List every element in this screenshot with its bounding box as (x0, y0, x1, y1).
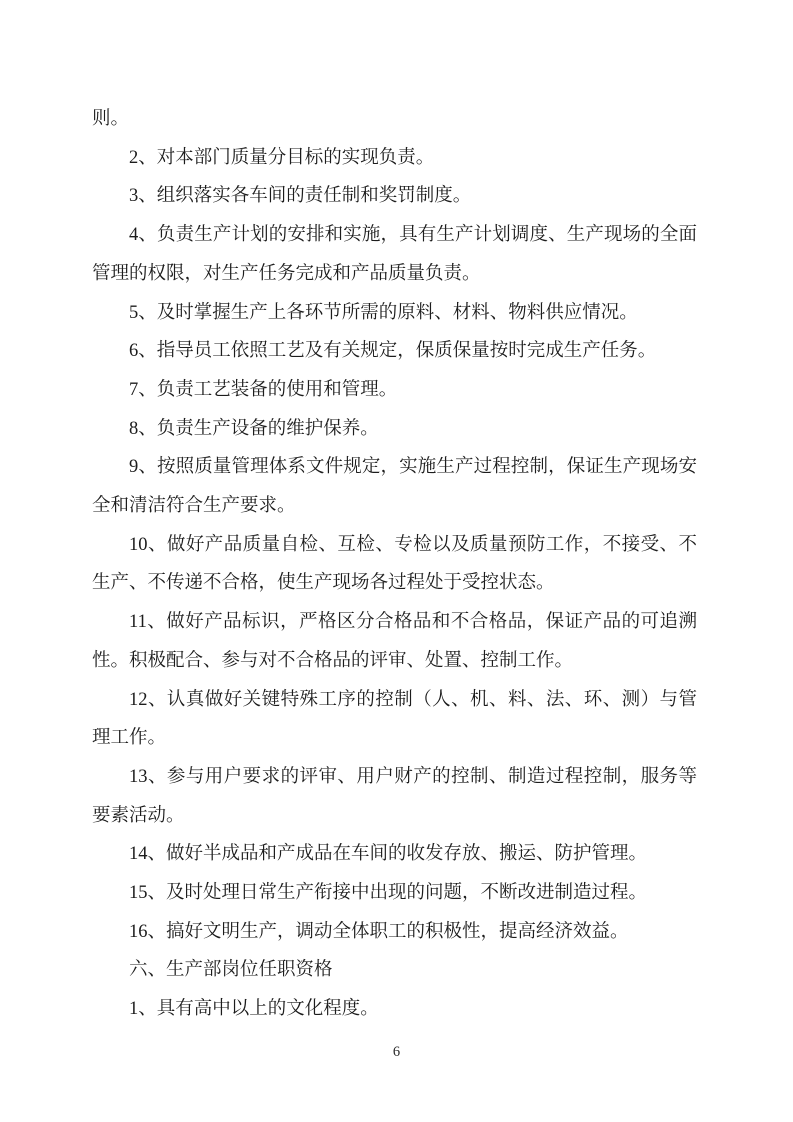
section-heading: 六、生产部岗位任职资格 (129, 960, 333, 981)
list-item-5: 5、及时掌握生产上各环节所需的原料、材料、物料供应情况。 (129, 302, 638, 323)
list-item-qual-1: 1、具有高中以上的文化程度。 (129, 999, 379, 1020)
list-item-10: 10、做好产品质量自检、互检、专检以及质量预防工作，不接受、不生产、不传递不合格，使生产现场各过程处于受控状态。 (92, 534, 697, 594)
list-item-15: 15、及时处理日常生产衔接中出现的问题，不断改进制造过程。 (129, 883, 648, 904)
continuation-paragraph: 则。 (92, 109, 130, 129)
document-body (92, 100, 697, 1029)
list-item-4: 4、负责生产计划的安排和实施，具有生产计划调度、生产现场的全面管理的权限，对生产任务完成和产品质量负责。 (92, 225, 697, 284)
list-item-3: 3、组织落实各车间的责任制和奖罚制度。 (129, 186, 472, 207)
list-item-6: 6、指导员工依照工艺及有关规定，保质保量按时完成生产任务。 (129, 341, 657, 362)
page-footer (0, 1042, 793, 1062)
list-item-2: 2、对本部门质量分目标的实现负责。 (129, 147, 435, 168)
list-item-11: 11、做好产品标识，严格区分合格品和不合格品，保证产品的可追溯性。积极配合、参与对不合格品的评审、处置、控制工作。 (92, 612, 697, 671)
page-number: 6 (392, 1044, 401, 1060)
list-item-14: 14、做好半成品和产成品在车间的收发存放、搬运、防护管理。 (129, 844, 648, 865)
list-item-8: 8、负责生产设备的维护保养。 (129, 418, 379, 439)
list-item-9: 9、按照质量管理体系文件规定，实施生产过程控制，保证生产现场安全和清洁符合生产要求。 (92, 457, 697, 517)
list-item-12: 12、认真做好关键特殊工序的控制（人、机、料、法、环、测）与管理工作。 (92, 689, 697, 749)
list-item-7: 7、负责工艺装备的使用和管理。 (129, 379, 398, 400)
list-item-13: 13、参与用户要求的评审、用户财产的控制、制造过程控制，服务等要素活动。 (92, 766, 697, 826)
list-item-16: 16、搞好文明生产，调动全体职工的积极性，提高经济效益。 (129, 921, 629, 942)
